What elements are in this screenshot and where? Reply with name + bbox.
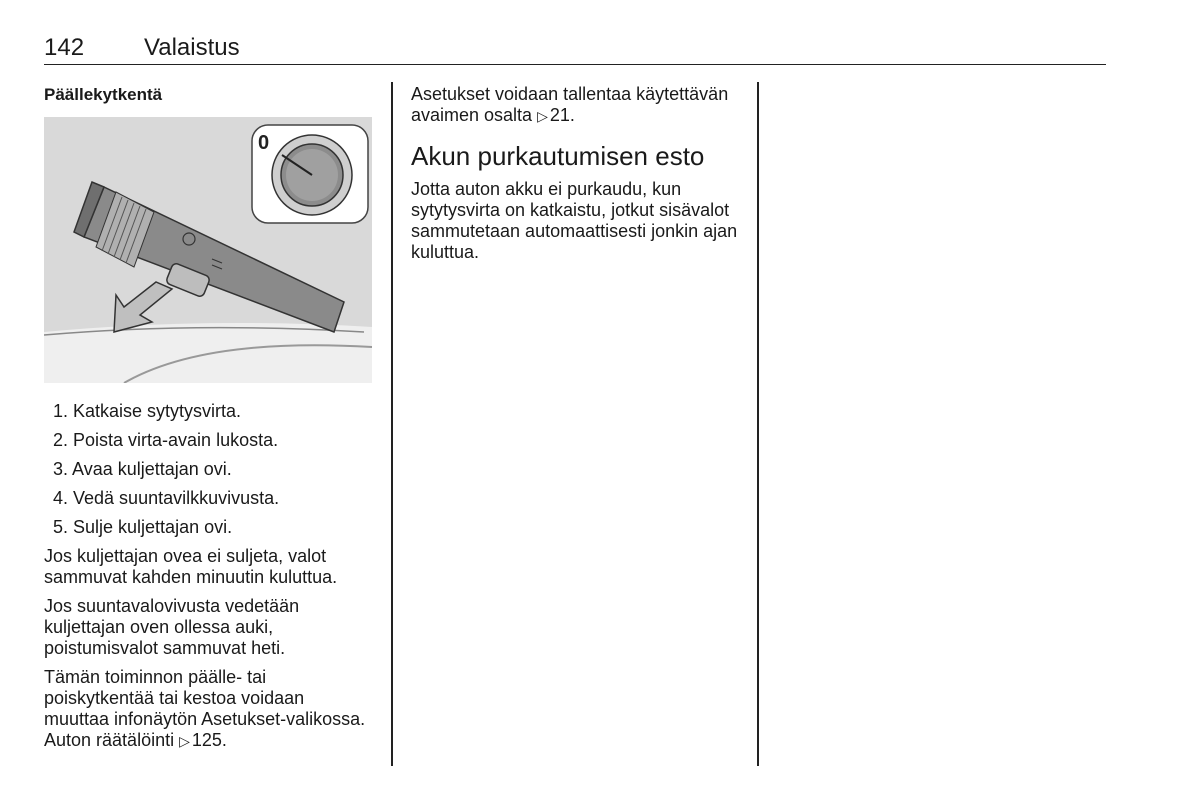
page-number: 142: [44, 34, 85, 61]
paragraph-text: Asetukset voidaan tallentaa käytettävän avaimen osalta: [411, 84, 729, 125]
page-reference[interactable]: 21.: [549, 105, 575, 125]
turn-signal-lever-illustration: [44, 117, 372, 383]
page-reference-icon: ▷: [537, 108, 548, 124]
section-heading: Akun purkautumisen esto: [411, 141, 705, 171]
paragraph-text: Tämän toiminnon päälle- tai poiskytkentää tai kestoa voidaan muuttaa infonäytön Asetukset-valikossa. Auton räätälöinti: [44, 667, 366, 750]
column-1: [44, 84, 374, 760]
list-item: 4. Vedä suuntavilkkuvivusta.: [53, 488, 280, 508]
subheading: Päällekytkentä: [44, 85, 163, 104]
paragraph: [411, 84, 746, 127]
dial-position-label: 0: [258, 132, 270, 154]
list-item: 2. Poista virta-avain lukosta.: [53, 430, 279, 450]
list-item: 3. Avaa kuljettajan ovi.: [53, 459, 232, 479]
section-title: Valaistus: [144, 34, 240, 61]
paragraph: Jos kuljettajan ovea ei suljeta, valot sammuvat kahden minuutin kuluttua.: [44, 546, 338, 587]
paragraph: Jotta auton akku ei purkaudu, kun sytytysvirta on katkaistu, jotkut sisävalot sammutetaan automaattisesti jonkin ajan kuluttua.: [411, 179, 738, 262]
page-reference-icon: ▷: [179, 733, 190, 749]
page-header: [44, 32, 1106, 65]
page-reference[interactable]: 125.: [191, 730, 227, 750]
paragraph: [44, 667, 374, 752]
list-item: 1. Katkaise sytytysvirta.: [53, 401, 242, 421]
steps-list: [44, 401, 374, 538]
column-divider-2: [757, 82, 759, 766]
list-item: 5. Sulje kuljettajan ovi.: [53, 517, 233, 537]
column-2: [411, 84, 746, 271]
column-divider-1: [391, 82, 393, 766]
paragraph: Jos suuntavalovivusta vedetään kuljettajan oven ollessa auki, poistumisvalot sammuvat heti.: [44, 596, 300, 658]
